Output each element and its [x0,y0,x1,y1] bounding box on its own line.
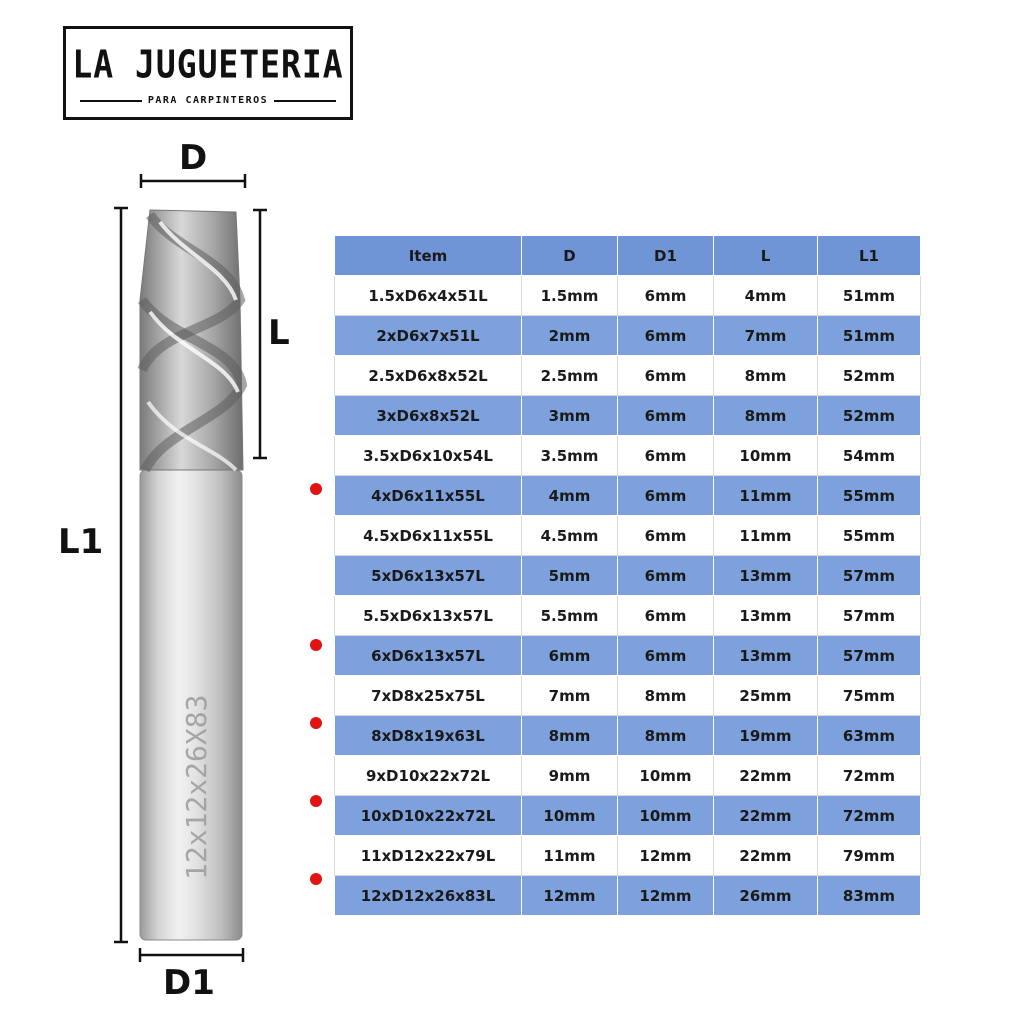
table-row [335,636,921,676]
table-body [335,276,921,916]
cell-item: 12xD12x26x83L [335,876,522,916]
cell-l: 25mm [714,676,818,716]
cell-d1: 6mm [618,356,714,396]
cell-d1: 12mm [618,876,714,916]
header-d1: D1 [618,236,714,276]
cell-l: 10mm [714,436,818,476]
cell-l1: 75mm [818,676,921,716]
cell-item: 1.5xD6x4x51L [335,276,522,316]
cell-l: 4mm [714,276,818,316]
cell-d: 6mm [522,636,618,676]
table-row [335,316,921,356]
table-row [335,516,921,556]
cell-l: 8mm [714,396,818,436]
cell-l1: 72mm [818,796,921,836]
cell-l: 22mm [714,836,818,876]
cell-item: 11xD12x22x79L [335,836,522,876]
cell-item: 5xD6x13x57L [335,556,522,596]
dimension-d1-line [140,948,243,962]
cell-l: 26mm [714,876,818,916]
cell-l1: 51mm [818,316,921,356]
cell-d1: 6mm [618,436,714,476]
header-l1: L1 [818,236,921,276]
cell-d: 2.5mm [522,356,618,396]
row-marker-dot [310,639,322,651]
dimension-l1-line [114,208,128,942]
cell-d1: 6mm [618,596,714,636]
cell-d1: 10mm [618,796,714,836]
table-row [335,596,921,636]
cell-item: 4xD6x11x55L [335,476,522,516]
dimension-d1-label: D1 [163,963,215,1003]
cell-item: 9xD10x22x72L [335,756,522,796]
cell-l1: 54mm [818,436,921,476]
cell-d1: 8mm [618,676,714,716]
cell-d: 3mm [522,396,618,436]
cell-l1: 83mm [818,876,921,916]
cell-l1: 57mm [818,596,921,636]
cell-item: 3xD6x8x52L [335,396,522,436]
table-row [335,876,921,916]
cell-d1: 6mm [618,316,714,356]
cell-d: 5mm [522,556,618,596]
cell-d: 1.5mm [522,276,618,316]
end-mill-illustration [0,0,330,1024]
logo-subtitle: PARA CARPINTEROS [147,95,269,106]
cell-l1: 55mm [818,476,921,516]
cell-d1: 8mm [618,716,714,756]
header-item: Item [335,236,522,276]
table-row [335,796,921,836]
cell-l: 22mm [714,756,818,796]
logo-title: LA JUGUETERIA [72,42,344,87]
dimension-l-line [253,210,267,458]
cell-d1: 6mm [618,516,714,556]
cell-d: 8mm [522,716,618,756]
cell-d1: 12mm [618,836,714,876]
cell-d: 4mm [522,476,618,516]
dimension-l-label: L [268,313,290,353]
cell-d1: 6mm [618,556,714,596]
cell-d: 11mm [522,836,618,876]
header-l: L [714,236,818,276]
cell-item: 4.5xD6x11x55L [335,516,522,556]
cell-l1: 57mm [818,556,921,596]
cell-item: 2xD6x7x51L [335,316,522,356]
cell-d1: 6mm [618,636,714,676]
table-row [335,676,921,716]
cell-d: 10mm [522,796,618,836]
cell-d1: 10mm [618,756,714,796]
cell-d: 4.5mm [522,516,618,556]
cell-d1: 6mm [618,476,714,516]
cell-d: 12mm [522,876,618,916]
table-row [335,836,921,876]
cell-l: 13mm [714,596,818,636]
cell-d: 3.5mm [522,436,618,476]
cell-l1: 55mm [818,516,921,556]
cell-l: 8mm [714,356,818,396]
cell-l: 22mm [714,796,818,836]
cell-d: 7mm [522,676,618,716]
table-row [335,716,921,756]
cell-d: 2mm [522,316,618,356]
cell-d: 5.5mm [522,596,618,636]
tool-engraving: 12x12x26X83 [180,694,213,880]
spec-table [334,235,921,916]
table-row [335,556,921,596]
cell-l1: 57mm [818,636,921,676]
table-row [335,396,921,436]
header-d: D [522,236,618,276]
cell-item: 5.5xD6x13x57L [335,596,522,636]
cell-l: 19mm [714,716,818,756]
row-marker-dot [310,717,322,729]
cell-item: 10xD10x22x72L [335,796,522,836]
cell-item: 2.5xD6x8x52L [335,356,522,396]
table-row [335,356,921,396]
table-row [335,276,921,316]
cell-d1: 6mm [618,396,714,436]
table-row [335,436,921,476]
cell-l1: 72mm [818,756,921,796]
cell-item: 6xD6x13x57L [335,636,522,676]
cell-l: 11mm [714,516,818,556]
cell-l: 7mm [714,316,818,356]
cell-item: 8xD8x19x63L [335,716,522,756]
cell-l: 13mm [714,556,818,596]
cell-l1: 79mm [818,836,921,876]
cell-item: 3.5xD6x10x54L [335,436,522,476]
cell-d1: 6mm [618,276,714,316]
row-marker-dot [310,795,322,807]
cell-d: 9mm [522,756,618,796]
dimension-d-label: D [179,138,208,178]
table-row [335,476,921,516]
row-marker-dot [310,483,322,495]
table-header-row [335,236,921,276]
cell-l1: 51mm [818,276,921,316]
cell-l1: 52mm [818,396,921,436]
cell-l: 13mm [714,636,818,676]
cell-l: 11mm [714,476,818,516]
cell-item: 7xD8x25x75L [335,676,522,716]
cell-l1: 63mm [818,716,921,756]
table-row [335,756,921,796]
row-marker-dot [310,873,322,885]
dimension-l1-label: L1 [58,522,104,562]
cell-l1: 52mm [818,356,921,396]
